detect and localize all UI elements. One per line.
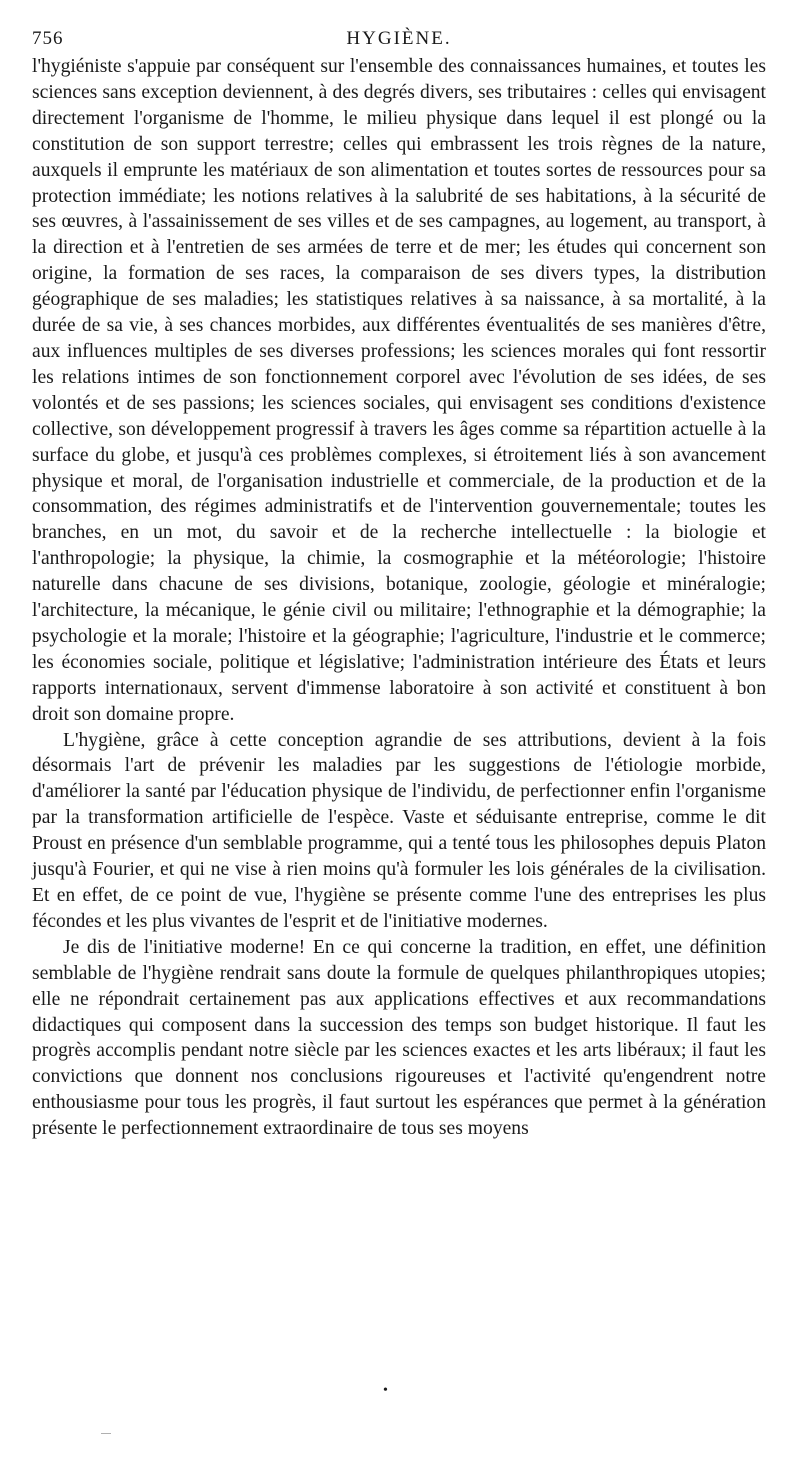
running-title: HYGIÈNE.	[346, 28, 452, 49]
paragraph-1: l'hygiéniste s'appuie par conséquent sur l'ensemble des connaissances humaines, et toutes les sciences sans exception deviennent, à des degrés divers, ses tributaires : celles qui envisagent directement l'organisme de l'homme, le milieu physique dans lequel il est plongé ou la constitution de son support terrestre; celles qui embrassent les trois règnes de la nature, auxquels il emprunte les matériaux de son alimentation et toutes sortes de ressources pour sa protection immédiate; les notions relatives à la salubrité de ses habitations, à la sécurité de ses œuvres, à l'assainissement de ses villes et de ses campagnes, au logement, au transport, à la direction et à l'entretien de ses armées de terre et de mer; les études qui concernent son origine, la formation de ses races, la comparaison de ses divers types, la distribution géographique de ses maladies; les statistiques relatives à sa naissance, à sa mortalité, à la durée de sa vie, à ses chances morbides, aux différentes éventualités de ses manières d'être, aux influences multiples de ses diverses professions; les sciences morales qui font ressortir les relations intimes de son fonctionnement corporel avec l'évolution de ses idées, de ses volontés et de ses passions; les sciences sociales, qui envisagent ses conditions d'existence collective, son développement progressif à travers les âges comme sa répartition actuelle à la surface du globe, et jusqu'à ces problèmes complexes, si étroitement liés à son avancement physique et moral, de l'organisation industrielle et commerciale, de la production et de la consommation, des régimes administratifs et de l'intervention gouvernementale; toutes les branches, en un mot, du savoir et de la recherche intellectuelle : la biologie et l'anthropologie; la physique, la chimie, la cosmographie et la météorologie; l'histoire naturelle dans chacune de ses divisions, botanique, zoologie, géologie et minéralogie; l'architecture, la mécanique, le génie civil ou militaire; l'ethnographie et la démographie; la psychologie et la morale; l'histoire et la géographie; l'agriculture, l'industrie et le commerce; les économies sociale, politique et législative; l'administration intérieure des États et leurs rapports internationaux, servent d'immense laboratoire à son activité et constituent à bon droit son domaine propre.	[32, 56, 766, 725]
margin-rule	[101, 1433, 111, 1434]
page-number: 756	[32, 28, 64, 49]
signature-mark: •	[383, 1383, 388, 1398]
paragraph-2: L'hygiène, grâce à cette conception agrandie de ses attributions, devient à la fois désormais l'art de prévenir les maladies par les suggestions de l'étiologie morbide, d'améliorer la santé par l'éducation physique de l'individu, de perfectionner enfin l'organisme par la transformation artificielle de l'espèce. Vaste et séduisante entreprise, comme le dit Proust en présence d'un semblable programme, qui a tenté tous les philosophes depuis Platon jusqu'à Fourier, et qui ne vise à rien moins qu'à formuler les lois générales de la civilisation. Et en effet, de ce point de vue, l'hygiène se présente comme l'une des entreprises les plus fécondes et les plus vivantes de l'esprit et de l'initiative modernes.	[32, 729, 766, 932]
body-text	[32, 54, 766, 1142]
book-page	[32, 26, 766, 1142]
running-head	[32, 26, 766, 54]
paragraph-3: Je dis de l'initiative moderne! En ce qui concerne la tradition, en effet, une définition semblable de l'hygiène rendrait sans doute la formule de quelques philanthropiques utopies; elle ne répondrait certainement pas aux applications effectives et aux recommandations didactiques qui composent dans la succession des temps son budget historique. Il faut les progrès accomplis pendant notre siècle par les sciences exactes et les arts libéraux; il faut les convictions que donnent nos conclusions rigoureuses et l'activité qu'engendrent notre enthousiasme pour tous les progrès, il faut surtout les espérances que permet à la génération présente le perfectionnement extraordinaire de tous ses moyens	[32, 936, 766, 1140]
